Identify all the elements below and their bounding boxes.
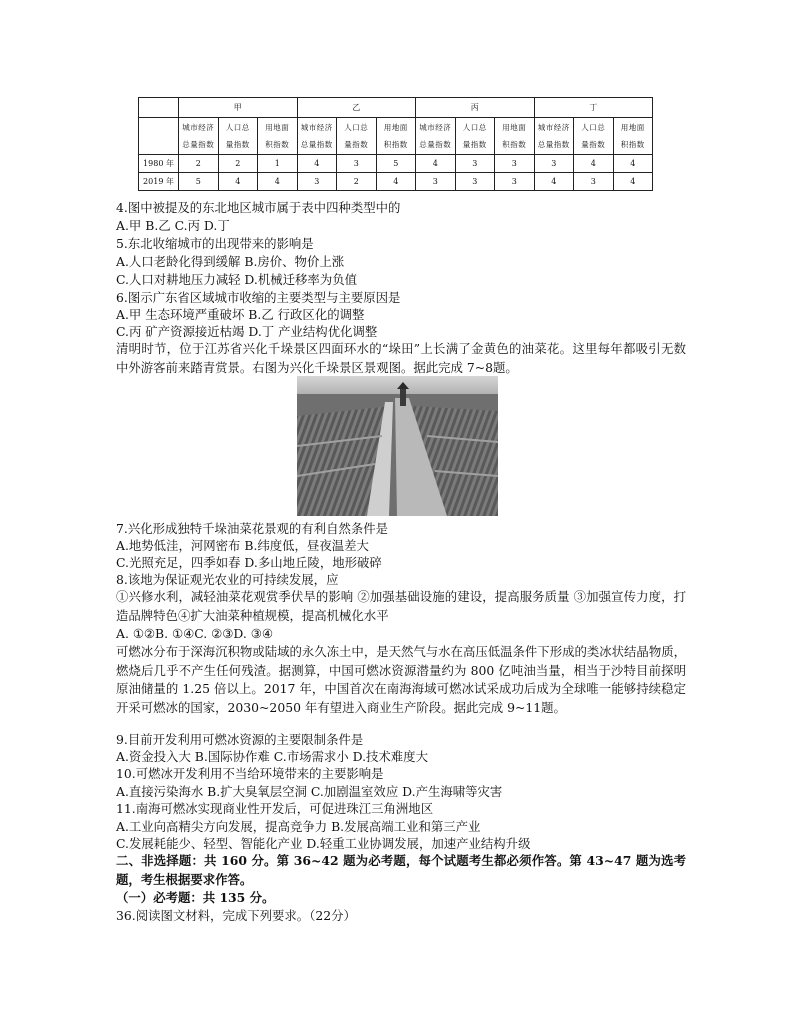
table-cell: 2 [337,173,377,191]
subheader-population: 人口总 量指数 [337,118,377,155]
subheader-population: 人口总 量指数 [455,118,495,155]
subheader-land-area: 用地面 积指数 [495,118,535,155]
table-row [139,173,653,191]
table-cell: 5 [376,155,416,173]
section-2a-heading: （一）必考题：共 135 分。 [116,890,275,905]
row-year: 2019 年 [139,173,179,191]
city-shrinkage-table [138,97,653,191]
table-cell: 4 [297,155,337,173]
subheader-population: 人口总 量指数 [574,118,614,155]
intro-rapeseed-passage: 清明时节，位于江苏省兴化千垛景区四面环水的“垛田”上长满了金黄色的油菜花。这里每年都吸引无数中外游客前来踏青赏景。右图为兴化千垛景区景观图。据此完成 7~8题。 [116,341,686,375]
subheader-land-area: 用地面 积指数 [376,118,416,155]
question-5: 5.东北收缩城市的出现带来的影响是 [116,236,314,251]
question-5-options-2: C.人口对耕地压力减轻 D.机械迁移率为负值 [116,272,357,287]
table-subheader-row [139,118,653,155]
question-4: 4.图中被提及的东北地区城市属于表中四种类型中的 [116,200,401,215]
question-7: 7.兴化形成独特千垛油菜花景观的有利自然条件是 [116,521,389,536]
group-header-yi: 乙 [297,98,416,118]
question-11-options-2: C.发展耗能少、轻型、智能化产业 D.轻重工业协调发展，加速产业结构升级 [116,836,531,851]
table-cell: 4 [613,173,653,191]
table-cell: 4 [258,173,298,191]
table-cell: 5 [179,173,219,191]
question-11: 11.南海可燃冰实现商业性开发后，可促进珠江三角洲地区 [116,801,434,816]
table-cell: 1 [258,155,298,173]
question-6-options-2: C.丙 矿产资源接近枯竭 D.丁 产业结构优化调整 [116,324,378,339]
table-cell: 3 [416,173,456,191]
duotian-landscape-photo [297,376,498,516]
question-5-options-1: A.人口老龄化得到缓解 B.房价、物价上涨 [116,254,345,269]
subheader-land-area: 用地面 积指数 [258,118,298,155]
question-6-options-1: A.甲 生态环境严重破坏 B.乙 行政区化的调整 [116,307,365,322]
table-group-header-row [139,98,653,118]
group-header-bing: 丙 [416,98,535,118]
table-cell: 3 [455,173,495,191]
table-cell: 3 [534,155,574,173]
question-10: 10.可燃冰开发利用不当给环境带来的主要影响是 [116,766,384,781]
table-cell: 3 [337,155,377,173]
question-7-options-2: C.光照充足，四季如春 D.多山地丘陵，地形破碎 [116,555,382,570]
section-2-heading: 二、非选择题：共 160 分。第 36~42 题为必考题，每个试题考生都必须作答。第 43~47 题为选考题，考生根据要求作答。 [116,853,686,887]
table-cell: 3 [455,155,495,173]
table-cell: 3 [495,173,535,191]
subheader-economy: 城市经济 总量指数 [179,118,219,155]
question-4-options: A.甲 B.乙 C.丙 D.丁 [116,218,230,233]
table-corner-cell [139,98,179,118]
table-cell: 4 [416,155,456,173]
table-row [139,155,653,173]
intro-combustible-ice-passage: 可燃冰分布于深海沉积物或陆域的永久冻土中，是天然气与水在高压低温条件下形成的类冰状结晶物质，燃烧后几乎不产生任何残渣。据测算，中国可燃冰资源潜量约为 800 亿吨油当量，相当于沙特目前探明原油储量的 1.25 倍以上。2017 年，中国首次在南海海域可燃冰试采成功后成为全球唯一能够持续稳定开采可燃冰的国家，2030~2050 年有望进入商业生产阶段。据此完成 9~11题。 [116,644,686,715]
question-11-options-1: A.工业向高精尖方向发展，提高竞争力 B.发展高端工业和第三产业 [116,819,481,834]
question-7-options-1: A.地势低洼，河网密布 B.纬度低，昼夜温差大 [116,538,369,553]
table-blank-cell [139,118,179,155]
subheader-population: 人口总 量指数 [218,118,258,155]
aerial-field-image [297,376,498,516]
subheader-economy: 城市经济 总量指数 [416,118,456,155]
question-8: 8.该地为保证观光农业的可持续发展，应 [116,572,339,587]
group-header-ding: 丁 [534,98,653,118]
question-6: 6.图示广东省区域城市收缩的主要类型与主要原因是 [116,290,401,305]
row-year: 1980 年 [139,155,179,173]
subheader-economy: 城市经济 总量指数 [534,118,574,155]
subheader-economy: 城市经济 总量指数 [297,118,337,155]
subheader-land-area: 用地面 积指数 [613,118,653,155]
table-cell: 3 [574,173,614,191]
table-cell: 4 [376,173,416,191]
question-10-options: A.直接污染海水 B.扩大臭氧层空洞 C.加剧温室效应 D.产生海啸等灾害 [116,784,503,799]
table-cell: 3 [495,155,535,173]
question-8-statements: ①兴修水利，减轻油菜花观赏季伏旱的影响 ②加强基础设施的建设，提高服务质量 ③加强宣传力度，打造品牌特色④扩大油菜种植规模，提高机械化水平 [116,589,686,623]
question-8-options: A. ①②B. ①④C. ②③D. ③④ [116,626,273,641]
question-36: 36.阅读图文材料，完成下列要求。（22分） [116,908,356,923]
table-cell: 4 [613,155,653,173]
question-9-options: A.资金投入大 B.国际协作难 C.市场需求小 D.技术难度大 [116,749,428,764]
table-cell: 4 [218,173,258,191]
question-9: 9.目前开发利用可燃冰资源的主要限制条件是 [116,732,364,747]
table-cell: 4 [534,173,574,191]
table-cell: 2 [179,155,219,173]
group-header-jia: 甲 [179,98,298,118]
table-cell: 4 [574,155,614,173]
table-cell: 3 [297,173,337,191]
table-cell: 2 [218,155,258,173]
